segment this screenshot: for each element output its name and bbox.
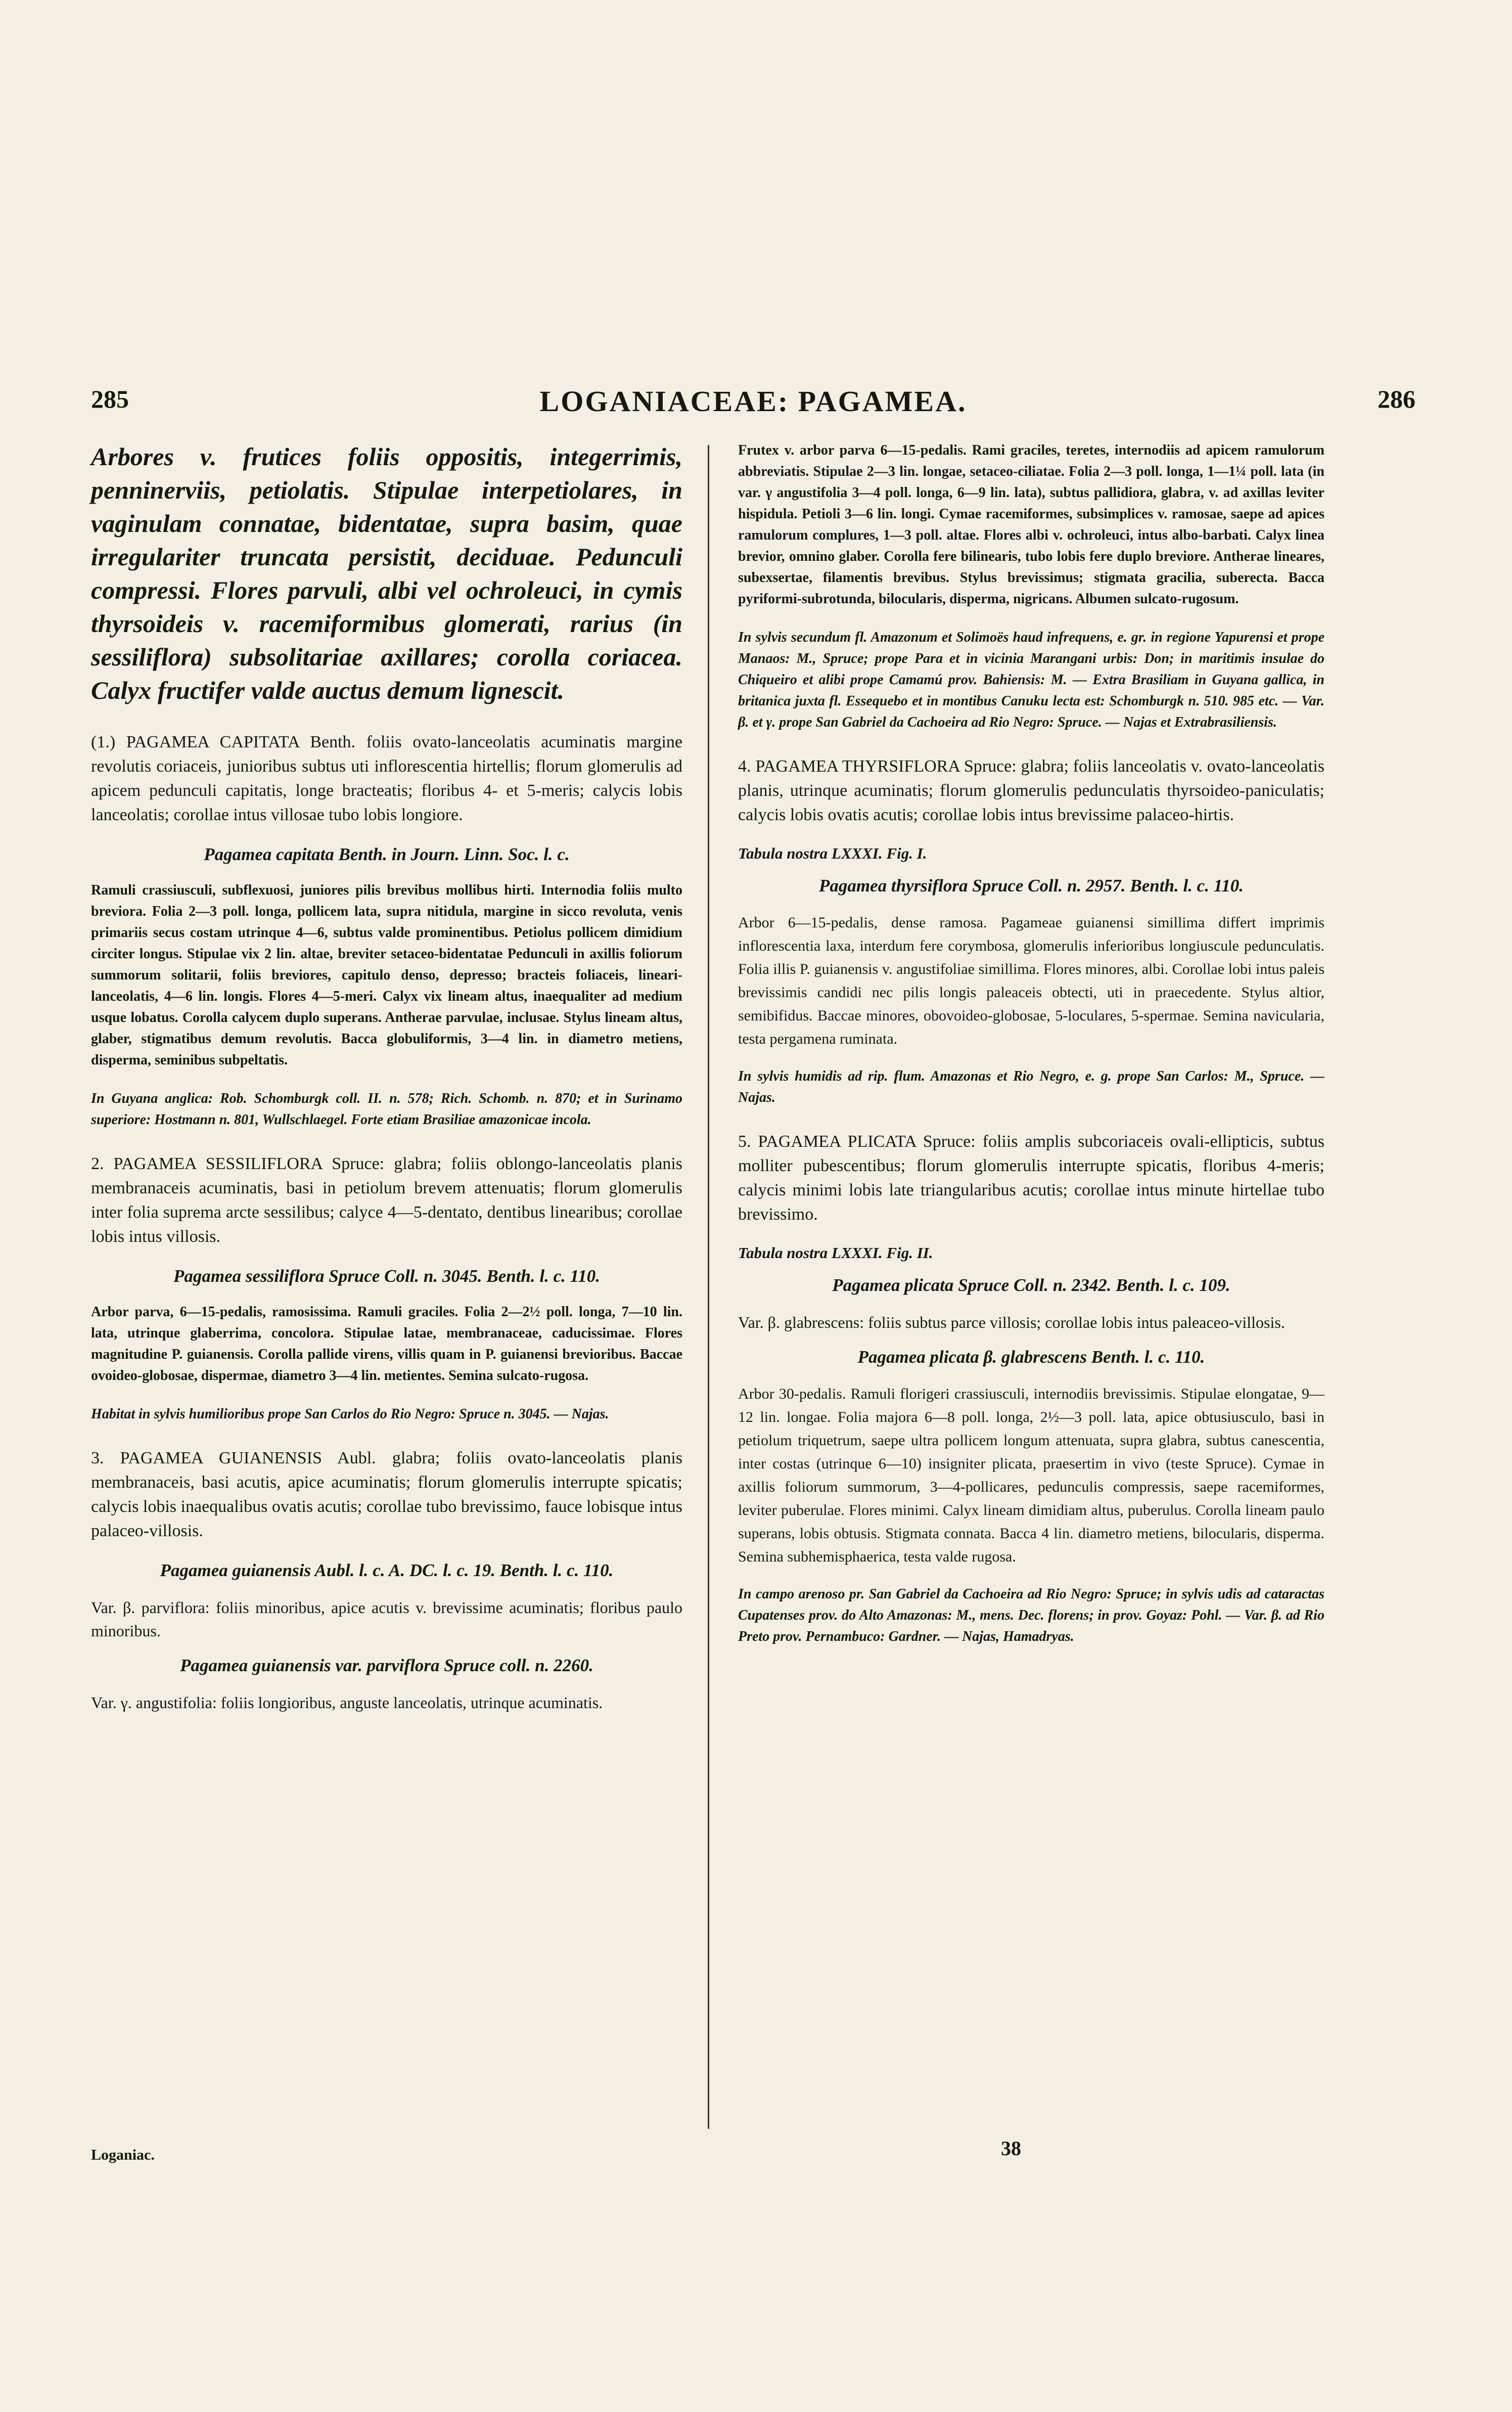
species-description: Arbor 30-pedalis. Ramuli florigeri crassiusculi, internodiis brevissimis. Stipulae elongatae, 9—12 lin. longae. Folia majora 6—8 poll. longa, 2½—3 poll. lata, apice obtusiusculo, basi in petiolum triquetrum, saepe ultra pollicem longum attenuata, supra glabra, subtus canescentia, inter costas (utrinque 6—10) insigniter plicata, praesertim in vivo (teste Spruce). Cymae in axillis foliorum summorum, 3—4-pollicares, pedunculis compressis, saepe racemiformes, leviter puberulae. Flores minimi. Calyx lineam dimidiam altus, puberulus. Corolla lineam paulo superans, lobis obtusis. Stigmata connata. Bacca 4 lin. diametro metiens, bilocularis, disperma. Semina subhemisphaerica, testa valde rugosa. [738, 1386, 1324, 1565]
species-diagnosis-guianensis: 3. PAGAMEA GUIANENSIS Aubl. glabra; foliis ovato-lanceolatis planis membranaceis, basi acutis, apice acuminatis; florum glomerulis interrupte spicatis; calycis lobis inaequalibus ovatis acutis; corollae tubo brevissimo, fauce lobisque intus palaceo-villosis. [91, 1449, 682, 1540]
column-divider [708, 445, 709, 2129]
variety-note: Var. γ. angustifolia: foliis longioribus, anguste lanceolatis, utrinque acuminatis. [91, 1693, 603, 1712]
locality: Habitat in sylvis humilioribus prope San Carlos do Rio Negro: Spruce n. 3045. — Najas. [91, 1406, 609, 1422]
running-title: LOGANIACEAE: PAGAMEA. [539, 385, 967, 418]
signature-mark: Loganiac. [91, 2147, 155, 2163]
species-description: Arbor 6—15-pedalis, dense ramosa. Pagameae guianensi simillima differt imprimis inflorescentia laxa, interdum fere corymbosa, glomerulis inferioribus longiuscule pedunculatis. Folia illis P. guianensis v. angustifoliae simillima. Flores minores, albi. Corollae lobi intus paleis brevissimis candidi nec pilis longis paleaceis obtecti, uti in praecedente. Stylus altior, semibifidus. Baccae minores, obovoideo-globosae, 5-loculares, 5-spermae. Semina navicularia, testa pergamena ruminata. [738, 914, 1324, 1047]
variety-note: Var. β. parviflora: foliis minoribus, apice acutis v. brevissime acuminatis; floribus paulo minoribus. [91, 1598, 682, 1640]
locality: In sylvis humidis ad rip. flum. Amazonas et Rio Negro, e. g. prope San Carlos: M., Spruce. — Najas. [738, 1068, 1324, 1105]
citation: Pagamea plicata β. glabrescens Benth. l. c. 110. [857, 1347, 1205, 1367]
citation: Pagamea guianensis Aubl. l. c. A. DC. l. c. 19. Benth. l. c. 110. [160, 1560, 614, 1580]
plate-reference: Tabula nostra LXXXI. Fig. I. [738, 844, 927, 862]
species-diagnosis-plicata: 5. PAGAMEA PLICATA Spruce: foliis amplis subcoriaceis ovali-ellipticis, subtus molliter pubescentibus; florum glomerulis interrupte spicatis, floribus 4-meris; calycis minimi lobis late triangularibus acutis; corollae intus minute hirtellae tubo brevissimo. [738, 1132, 1324, 1224]
species-diagnosis-sessiliflora: 2. PAGAMEA SESSILIFLORA Spruce: glabra; foliis oblongo-lanceolatis planis membranaceis acuminatis, basi in petiolum brevem attenuatis; florum glomerulis inter folia suprema arcte sessilibus; calyce 4—5-dentato, dentibus linearibus; corollae lobis intus villosis. [91, 1154, 682, 1246]
locality: In campo arenoso pr. San Gabriel da Cachoeira ad Rio Negro: Spruce; in sylvis udis ad cataractas Cupatenses prov. do Alto Amazonas: M., mens. Dec. florens; in prov. Goyaz: Pohl. — Var. β. ad Rio Preto prov. Pernambuco: Gardner. — Najas, Hamadryas. [738, 1586, 1324, 1644]
locality: In Guyana anglica: Rob. Schomburgk coll. II. n. 578; Rich. Schomb. n. 870; et in Surinamo superiore: Hostmann n. 801, Wullschlaegel. Forte etiam Brasiliae amazonicae incola. [91, 1091, 682, 1128]
plate-reference: Tabula nostra LXXXI. Fig. II. [738, 1244, 933, 1262]
citation: Pagamea guianensis var. parviflora Spruce coll. n. 2260. [180, 1656, 593, 1675]
page-number-right: 286 [1378, 385, 1415, 413]
species-description: Ramuli crassiusculi, subflexuosi, juniores pilis brevibus mollibus hirti. Internodia foliis multo breviora. Folia 2—3 poll. longa, pollicem lata, supra nitidula, margine in sicco revoluta, venis primariis secus costam utrinque 4—6, subtus valde prominentibus. Petiolus pollicem dimidium circiter longus. Stipulae vix 2 lin. altae, breviter setaceo-bidentatae Pedunculi in axillis foliorum summorum solitarii, foliis breviores, capitulo denso, depresso; bracteis foliaceis, lineari-lanceolatis, 4—6 lin. longis. Flores 4—5-meri. Calyx vix lineam altus, inaequaliter ad medium usque lobatus. Corolla calycem duplo superans. Antherae parvulae, inclusae. Stylus lineam altus, glaber, stigmatibus demum revolutis. Bacca globuliformis, 3—4 lin. in diametro metiens, disperma, seminibus subpeltatis. [91, 882, 682, 1068]
species-diagnosis-thyrsiflora: 4. PAGAMEA THYRSIFLORA Spruce: glabra; foliis lanceolatis v. ovato-lanceolatis planis, utrinque acuminatis; florum glomerulis pedunculatis thyrsoideo-paniculatis; calycis lobis ovatis acutis; corollae lobis intus brevissime palaceo-hirtis. [738, 757, 1324, 824]
left-column [91, 440, 682, 1727]
species-diagnosis-capitata: (1.) PAGAMEA CAPITATA Benth. foliis ovato-lanceolatis acuminatis margine revolutis coriaceis, junioribus subtus uti inflorescentia hirtellis; florum glomerulis ad apicem pedunculi capitatis, longe bracteatis; floribus 4- et 5-meris; calycis lobis lanceolatis; corollae intus villosae tubo lobis longiore. [91, 733, 682, 824]
variety-note: Var. β. glabrescens: foliis subtus parce villosis; corollae lobis intus paleaceo-villosis. [738, 1313, 1285, 1331]
citation: Pagamea plicata Spruce Coll. n. 2342. Benth. l. c. 109. [832, 1275, 1230, 1295]
species-description: Frutex v. arbor parva 6—15-pedalis. Rami graciles, teretes, internodiis ad apicem ramulorum abbreviatis. Stipulae 2—3 lin. longae, setaceo-ciliatae. Folia 2—3 poll. longa, 1—1¼ poll. lata (in var. γ angustifolia 3—4 poll. longa, 6—9 lin. lata), subtus pallidiora, glabra, v. ad axillas leviter hispidula. Petioli 3—6 lin. longi. Cymae racemiformes, subsimplices v. ramosae, saepe ad apices ramulorum complures, 1—3 poll. altae. Flores albi v. ochroleuci, intus albo-barbati. Calyx linea brevior, omnino glaber. Corolla fere bilinearis, tubo lobis fere duplo breviore. Antherae lineares, subexsertae, filamentis brevibus. Stylus brevissimus; stigmata gracilia, suberecta. Bacca pyriformi-subrotunda, bilocularis, disperma, nigricans. Albumen sulcato-rugosum. [738, 442, 1324, 607]
citation: Pagamea capitata Benth. in Journ. Linn. Soc. l. c. [204, 844, 570, 864]
page-number-left: 285 [91, 385, 129, 413]
genus-description: Arbores v. frutices foliis oppositis, integerrimis, penninerviis, petiolatis. Stipulae interpetiolares, in vaginulam connatae, bidentatae, supra basim, quae irregulariter truncata persistit, deciduae. Pedunculi compressi. Flores parvuli, albi vel ochroleuci, in cymis thyrsoideis v. racemiformibus glomerati, rarius (in sessiliflora) subsolitariae axillares; corolla coriacea. Calyx fructifer valde auctus demum lignescit. [91, 442, 682, 704]
running-header [91, 384, 1415, 425]
species-description: Arbor parva, 6—15-pedalis, ramosissima. Ramuli graciles. Folia 2—2½ poll. longa, 7—10 lin. lata, utrinque glaberrima, concolora. Stipulae latae, membranaceae, caducissimae. Flores magnitudine P. guianensis. Corolla pallide virens, villis quam in P. guianensi brevioribus. Baccae ovoideo-globosae, dispermae, diametro 3—4 lin. metientes. Semina sulcato-rugosa. [91, 1304, 682, 1383]
locality: In sylvis secundum fl. Amazonum et Solimoës haud infrequens, e. gr. in regione Yapurensi et prope Manaos: M., Spruce; prope Para et in vicinia Marangani urbis: Don; in maritimis insulae do Chiqueiro et alibi prope Camamú prov. Bahiensis: M. — Extra Brasiliam in Guyana gallica, in britanica juxta fl. Essequebo et in montibus Canuku lecta est: Schomburgk n. 510. 985 etc. — Var. β. et γ. prope San Gabriel da Cachoeira ad Rio Negro: Spruce. — Najas et Extrabrasiliensis. [738, 630, 1324, 730]
citation: Pagamea sessiliflora Spruce Coll. n. 3045. Benth. l. c. 110. [173, 1266, 600, 1286]
sheet-number: 38 [1001, 2137, 1021, 2160]
citation: Pagamea thyrsiflora Spruce Coll. n. 2957. Benth. l. c. 110. [818, 876, 1244, 896]
right-column [738, 440, 1324, 1669]
